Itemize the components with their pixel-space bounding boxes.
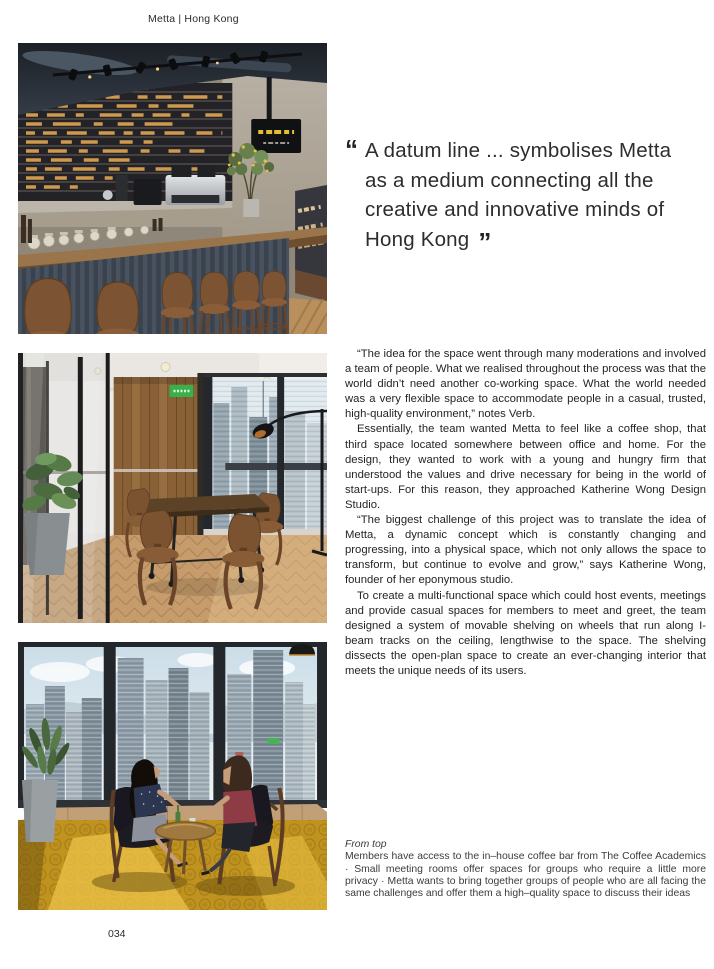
open-quote-mark: “	[345, 134, 355, 164]
pull-quote	[345, 134, 701, 257]
paragraph: “The idea for the space went through many moderations and involved a team of people. What we realised throughout the process was that the world didn’t need another co-working space. What the world needed was a very flexible space to accommodate people in a casual, trusted, high-quality environment,” notes Verb.	[345, 348, 706, 421]
pull-quote-line: creative and innovative minds of	[365, 198, 665, 221]
caption-lead: From top	[345, 839, 387, 850]
page-number: 034	[108, 928, 126, 940]
paragraph: To create a multi-functional space which could host events, meetings and provide casual spaces for members to meet and greet, the team designed a system of movable shelving on wheels that run along I-beam tracks on the ceiling, lengthwise to the space. The shelving dissects the open-plan space to create an ever-changing interior that meets the unique needs of its users.	[345, 589, 706, 677]
photo-caption	[345, 839, 706, 900]
pull-quote-text	[365, 136, 701, 257]
pull-quote-line: A datum line ... symbolises Metta	[365, 139, 672, 162]
photo-coffee-bar	[18, 43, 327, 334]
paragraph: Essentially, the team wanted Metta to feel like a coffee shop, that third space located somewhere between office and home. For the design, they wanted to work with a young and hungry firm that understood the values and drive necessary for being in the world of start-ups. For this reason, they approached Katherine Wong Design Studio.	[345, 423, 706, 511]
lounge-illustration	[18, 642, 327, 910]
photo-lounge	[18, 642, 327, 910]
paragraph: “The biggest challenge of this project was to translate the idea of Metta, a dynamic concept which is constantly changing and progressing, into a physical space, which not only allows the space to transform, but continue to evolve and grow,” says Katherine Wong, founder of her eponymous studio.	[345, 514, 706, 587]
coffee-bar-illustration	[18, 43, 327, 334]
photo-meeting-room	[18, 353, 327, 623]
meeting-room-illustration	[18, 353, 327, 623]
running-header: Metta | Hong Kong	[148, 13, 239, 25]
caption-text: Members have access to the in–house coffee bar from The Coffee Academics · Small meeting rooms offer spaces for groups who require a little more privacy · Metta wants to bring together groups of people who are all facing the same challenges and offer them a high–quality space to discuss their ideas	[345, 851, 706, 900]
pull-quote-line: as a medium connecting all the	[365, 168, 654, 192]
pull-quote-line: Hong Kong	[365, 227, 470, 251]
article-body	[345, 347, 706, 679]
close-quote-mark: ”	[478, 226, 489, 257]
